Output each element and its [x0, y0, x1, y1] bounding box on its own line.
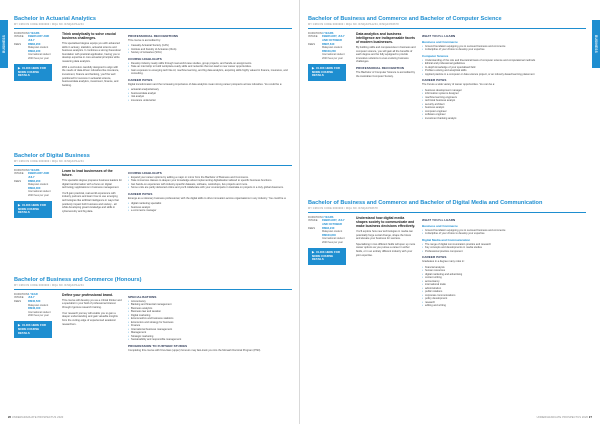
fee-local-note: Malaysian student: [28, 303, 49, 307]
intake-label: INTAKE: [14, 35, 24, 39]
page-number: 26: [8, 416, 12, 419]
subsection-heading: Business and Commerce: [422, 39, 458, 44]
intro-paragraph: Your research journey will enable you to gain a deeper understanding and gain valuable insights from the cutting edge of experienced academic researchers.: [62, 311, 118, 326]
career-list: [128, 202, 292, 213]
duration-value: 3 YEARS: [28, 31, 40, 35]
course-details: [422, 32, 586, 121]
section-heading: PROFESSIONAL RECOGNITION: [356, 66, 405, 71]
section-heading: CAREER PATHS: [422, 78, 447, 83]
course-honours: [14, 277, 292, 354]
list-item: • security architect: [422, 103, 586, 107]
course-code: MY CRICOS CODE 0000000 / MQA NO. R/MQA/PA1234: [14, 23, 84, 27]
list-item: • Take an internship to build workplace-ready skills and networks that can lead to new career opportunities.: [128, 65, 292, 69]
section-heading: PROFESSIONAL RECOGNITIONS: [128, 33, 179, 38]
intake-value: JULY: [28, 296, 35, 300]
specialisations-list: [128, 300, 292, 342]
divider: [14, 165, 292, 166]
section-intro: Emerge as a visionary business professional, with the digital skills to drive innovation across organisations in any industry. You could be a:: [128, 196, 287, 200]
list-item: • Key concepts and developments in media studies: [422, 246, 586, 250]
list-item: • Take immersive classes to deepen your knowledge about implementing digitalisation tailored to specific business functions.: [128, 179, 292, 183]
fees-label: FEES: [14, 300, 22, 304]
course-details: [128, 293, 292, 355]
fee-local-note: Malaysian student: [28, 183, 49, 187]
arrow-right-icon: ▶: [18, 66, 21, 71]
intro-heading: Data analytics and business intelligence are indispensable facets of modern businesses.: [356, 31, 415, 44]
course-intro: [62, 32, 122, 103]
list-item: • Develop industry-ready skills through real-world case studies, group projects, and hands-on assignments.: [128, 62, 292, 66]
intake-label: INTAKE: [308, 219, 318, 223]
accreditation-list: [128, 44, 292, 55]
course-code: MY CRICOS CODE 0000000 / MQA NO. R/MQA/PA1234, R/MQA/PA5678: [308, 23, 399, 27]
fee-local: RM84,200: [28, 42, 41, 46]
intake-value: FEBRUARY AND JULY: [28, 172, 50, 180]
subsection-heading: Business and Commerce: [422, 223, 458, 228]
subsection-heading: Computer Science: [422, 53, 449, 58]
list-item: • editing and writing: [422, 304, 586, 308]
fee-intl-note: International student 2020 fees per year: [322, 237, 345, 244]
list-item: • The range of digital communication practice and research: [422, 243, 586, 247]
intro-paragraph: This course will develop you as a critical thinker and a specialist in your field of professional interest through rigorous research training.: [62, 298, 122, 310]
list-item: • technical business analyst: [422, 99, 586, 103]
intake-label: INTAKE: [14, 296, 24, 300]
fees-label: FEES: [308, 42, 316, 46]
intro-heading: Understand how digital media shapes society to communicate and make business decisions effectively.: [356, 215, 416, 228]
list-item: • business analyst: [128, 206, 292, 210]
more-details-button[interactable]: ▶ CLICK HERE FOR MORE COURSE DETAILS: [14, 64, 52, 81]
course-bbc-digital-media: [308, 200, 586, 308]
section-tab-right: BUSINESS: [592, 20, 600, 68]
list-item: • risk analyst: [128, 95, 292, 99]
fee-intl: RM94,230: [28, 49, 41, 53]
course-facts: [14, 169, 56, 218]
section-heading: COURSE HIGHLIGHTS: [128, 56, 162, 61]
section-heading: CAREER PATHS: [128, 191, 153, 196]
course-details: [422, 216, 586, 308]
duration-label: DURATION: [14, 168, 28, 172]
fee-intl: RM103,840: [322, 233, 336, 237]
list-item: • A discipline of your choice to develop your expertise: [422, 232, 586, 236]
career-list: [422, 266, 586, 308]
course-title: Bachelor of Business and Commerce (Honours): [14, 277, 142, 283]
intake-label: INTAKE: [14, 172, 24, 176]
more-details-button[interactable]: ▶ CLICK HERE FOR MORE COURSE DETAILS: [14, 201, 52, 218]
divider: [308, 212, 586, 213]
course-title: Bachelor of Digital Business: [14, 153, 90, 159]
list-item: • digital marketing specialist: [128, 202, 292, 206]
subsection-heading: Digital Media and Communication: [422, 237, 471, 242]
list-item: • Understanding of the role and theoretical basis of computer science and computational methods: [422, 59, 586, 63]
more-details-button[interactable]: ▶ CLICK HERE FOR MORE COURSE DETAILS: [14, 321, 52, 338]
list-item: • actuarial analyst/actuary: [128, 88, 292, 92]
duration-label: DURATION: [14, 31, 28, 35]
course-facts: [14, 32, 56, 103]
intake-value: FEBRUARY AND JULY: [28, 35, 50, 43]
highlights-list: [128, 62, 292, 76]
course-facts: [308, 216, 350, 308]
intro-paragraph: This specialist degree prepares business leaders for digital transformation with a focus on digital technology applications in business management.: [62, 178, 122, 190]
list-item: • Accountancy: [128, 300, 292, 304]
arrow-right-icon: ▶: [18, 323, 21, 328]
list-item: • machine learning engineers: [422, 96, 586, 100]
section-text: The Bachelor of Computer Science is accredited by the Australian Computer Society.: [356, 71, 416, 78]
section-text: Completing this course with first-class (upper) honours may fast-track you into the Monash Doctoral Program (PhD).: [128, 348, 261, 352]
arrow-right-icon: ▶: [312, 250, 315, 255]
page-number: 27: [588, 416, 592, 419]
list-item: • Institute and Faculty of Actuaries (IFoA): [128, 48, 292, 52]
intro-paragraph: You'll explore how new technologies in media can potentially forge social change, shape the future and elevate your business for success.: [356, 229, 413, 241]
course-details: [128, 32, 292, 103]
duration-value: 4 YEARS: [322, 215, 334, 219]
duration-label: DURATION: [308, 31, 322, 35]
list-item: • research: [422, 301, 586, 305]
fee-local: RM40,530: [28, 300, 41, 304]
list-item: • investment banking analyst: [422, 117, 586, 121]
highlights-list: [128, 176, 292, 190]
duration-label: DURATION: [308, 215, 322, 219]
fee-intl-note: International student 2020 fees per year: [28, 190, 51, 197]
list-item: • e-commerce manager: [128, 209, 292, 213]
list-item: • In-depth knowledge of your specialised field: [422, 66, 586, 70]
footer-right: [537, 416, 592, 419]
course-intro: [356, 216, 416, 308]
intro-heading: Think analytically to solve crucial business challenges.: [62, 31, 116, 40]
fees-label: FEES: [14, 179, 22, 183]
list-item: • administration: [422, 287, 586, 291]
fee-intl-note: International student 2020 fees per year: [28, 310, 51, 318]
course-intro: [356, 32, 416, 121]
course-facts: [14, 293, 56, 355]
fee-local: RM97,640: [322, 42, 335, 46]
intro-paragraph: Specialising in two different fields will open up more career options as you pursue a career in either fields, or in an entirely different industry with your joint expertise.: [356, 242, 416, 257]
list-item: • computer engineer: [422, 110, 586, 114]
arrow-right-icon: ▶: [312, 66, 315, 71]
list-item: • business analyst: [422, 106, 586, 110]
section-tab-left: BUSINESS: [0, 20, 8, 68]
intro-paragraph: You'll gain practical, real-world experience with industry partners and learn how to use emerging technologies like artificial intelligence in ways that positively impact both business and society - all while developing great knowledge and skills in cybersecurity and big data.: [62, 191, 119, 213]
section-heading: PROGRESSION TO FURTHER STUDIES: [128, 343, 188, 348]
intake-label: INTAKE: [308, 35, 318, 39]
more-details-button[interactable]: ▶ CLICK HERE FOR MORE COURSE DETAILS: [308, 248, 346, 265]
list-item: • Banking and financial management: [128, 303, 292, 307]
fees-label: FEES: [308, 226, 316, 230]
list-item: • Ethical and professional guidelines: [422, 62, 586, 66]
list-item: • Management: [128, 331, 292, 335]
intro-heading: Learn to lead businesses of the future.: [62, 168, 113, 177]
list-item: • information systems designer: [422, 92, 586, 96]
intro-paragraph: This specialised degree equips you with advanced skills in actuary, statistics, actuarial science and business analytics. It combines a strong theoretical foundation with practical application, having you to develop expertise in core actuarial principles while mastering data analytics.: [62, 41, 121, 64]
course-intro: [62, 293, 122, 355]
section-intro: Digital transformation and the increasing importance of data analytics mean strong career prospects across industries. You could be a:: [128, 82, 282, 86]
list-item: • content writing: [422, 276, 586, 280]
list-item: • Econometrics and business statistics: [128, 317, 292, 321]
list-item: • software engineer: [422, 113, 586, 117]
fee-intl-note: International student 2020 fees per year: [28, 53, 51, 60]
list-item: • Society of Actuaries (SOA): [128, 51, 292, 55]
course-code: MY CRICOS CODE 0000000 / MQA NO. R/MQA/PA5678: [308, 207, 378, 211]
fee-local-note: Malaysian student: [28, 46, 49, 50]
section-heading: CAREER PATHS: [422, 255, 447, 260]
footer-text: UNDERGRADUATE PROSPECTUS 2020: [11, 416, 64, 419]
list-item: • Applied practice in a computer or data science project, or an industry-based learning placement: [422, 73, 586, 77]
divider: [14, 289, 292, 290]
fee-local-note: Malaysian student: [322, 230, 343, 234]
list-item: • Some units are partly delivered online and you'll collaborate with your counterparts in Australia on projects in a truly global classroom.: [128, 186, 292, 190]
intro-heading: Define your professional brand.: [62, 292, 114, 297]
footer-left: [8, 416, 63, 419]
list-item: • Business analytics: [128, 307, 292, 311]
course-code: MY CRICOS CODE 0000000 / MQA NO. R/MQA/PA1234: [14, 284, 84, 288]
section-intro: This course is accredited by:: [128, 38, 161, 42]
more-details-button[interactable]: ▶ CLICK HERE FOR MORE COURSE DETAILS: [308, 64, 346, 81]
duration-label: DURATION: [14, 292, 28, 296]
intro-paragraph: By building skills and competencies in business and computer science, you will gain all the benefits of each degree and be fully equipped to provide innovative solutions to ever-evolving business challenges.: [356, 45, 416, 64]
section-heading: WHAT YOU'LL LEARN: [422, 217, 456, 222]
list-item: • Ground foundation equipping you to succeed business and commerce: [422, 229, 586, 233]
page-gutter: [299, 0, 300, 424]
arrow-right-icon: ▶: [18, 203, 21, 208]
course-title: Bachelor in Actuarial Analytics: [14, 16, 96, 22]
list-item: • Professional practice component: [422, 250, 586, 254]
list-item: • Business law and taxation: [128, 310, 292, 314]
course-details: [128, 169, 292, 218]
list-item: • accountancy: [422, 280, 586, 284]
learn-list: [422, 45, 586, 52]
learn-list: [422, 243, 586, 254]
list-item: • Get hands-on experience with industry-specific datasets, software, workshops, live projects and more.: [128, 183, 292, 187]
list-item: • policy development: [422, 297, 586, 301]
intake-value: FEBRUARY, JULY AND OCTOBER: [322, 35, 345, 43]
list-item: • A discipline of your choice to develop your expertise: [422, 48, 586, 52]
list-item: • Casualty Actuarial Society (CAS): [128, 44, 292, 48]
fee-intl: RM94,300: [28, 186, 41, 190]
divider: [14, 28, 292, 29]
section-heading: SPECIALISATIONS: [128, 294, 157, 299]
list-item: • insurance underwriter: [128, 99, 292, 103]
list-item: • Problem-solving and analytical skills: [422, 69, 586, 73]
list-item: • international trade: [422, 283, 586, 287]
list-item: • International business management: [128, 328, 292, 332]
course-title: Bachelor of Business and Commerce and Bachelor of Computer Science: [308, 16, 502, 22]
fees-label: FEES: [14, 42, 22, 46]
learn-list: [422, 59, 586, 77]
intake-value: FEBRUARY, JULY AND OCTOBER: [322, 219, 345, 227]
list-item: • business development manager: [422, 89, 586, 93]
footer-text: UNDERGRADUATE PROSPECTUS 2020: [536, 416, 589, 419]
course-intro: [62, 169, 122, 218]
course-title: Bachelor of Business and Commerce and Bachelor of Digital Media and Communication: [308, 200, 543, 206]
list-item: • Digital marketing: [128, 314, 292, 318]
duration-value: 4 YEARS: [322, 31, 334, 35]
course-bbc-computer-science: [308, 16, 586, 120]
section-heading: WHAT YOU'LL LEARN: [422, 33, 456, 38]
list-item: • Economics and strategy for business: [128, 321, 292, 325]
fee-intl: RM109,230: [322, 49, 336, 53]
list-item: • human resources: [422, 269, 586, 273]
list-item: • Strategic marketing: [128, 335, 292, 339]
list-item: • Expand your career options by adding a major or minor from the Bachelor of Business and Commerce.: [128, 176, 292, 180]
fee-local: RM84,200: [28, 179, 41, 183]
duration-value: 1 YEAR: [28, 292, 38, 296]
section-intro: Graduates in a degree many roles in:: [422, 260, 465, 264]
course-code: MY CRICOS CODE 0000000 / MQA NO. R/MQA/PA1234: [14, 160, 84, 164]
section-heading: CAREER PATHS: [128, 77, 153, 82]
list-item: • Gain exposure to emerging tech like AI, machine learning, and big data analytics, acquiring skills highly valued in finance, insurance, and consulting.: [128, 69, 292, 76]
section-intro: The Future a wide variety of career opportunities. You can be a:: [422, 83, 495, 87]
list-item: • Finance: [128, 324, 292, 328]
career-list: [128, 88, 292, 102]
list-item: • Ground foundation equipping you to succeed business and commerce: [422, 45, 586, 49]
divider: [308, 28, 586, 29]
list-item: • public relations: [422, 290, 586, 294]
fee-intl: RM46,400: [28, 307, 41, 311]
list-item: • financial analysis: [422, 266, 586, 270]
section-heading: COURSE HIGHLIGHTS: [128, 170, 162, 175]
fee-intl-note: International student 2020 fees per year: [322, 53, 345, 60]
course-actuarial: [14, 16, 292, 102]
learn-list: [422, 229, 586, 236]
list-item: • Sustainability and responsible management: [128, 338, 292, 342]
fee-local-note: Malaysian student: [322, 46, 343, 50]
intro-paragraph: With a curriculum carefully designed to align with the needs of data-driven industries like insurance, investment, finance and banking, you'll be well positioned for success in actuarial science, business/data analytics, investment, finance, and banking.: [62, 65, 120, 87]
course-digital-business: [14, 153, 292, 218]
list-item: • business/data analyst: [128, 92, 292, 96]
list-item: • corporate communications: [422, 294, 586, 298]
course-facts: [308, 32, 350, 121]
career-list: [422, 89, 586, 121]
duration-value: 3 YEARS: [28, 168, 40, 172]
fee-local: RM94,240: [322, 226, 335, 230]
list-item: • digital marketing and advertising: [422, 273, 586, 277]
